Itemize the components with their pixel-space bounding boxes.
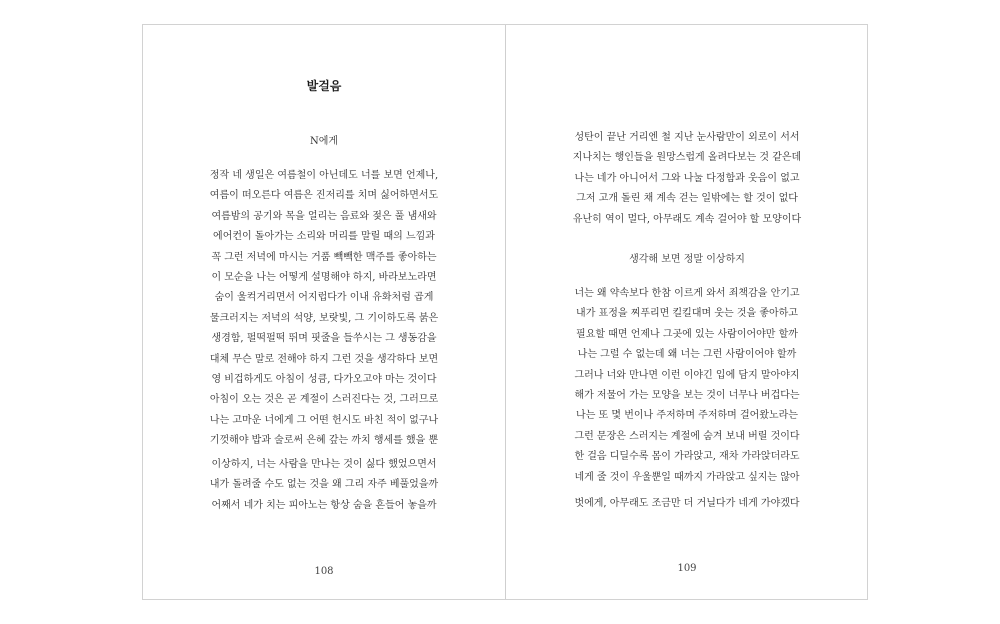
text-line: 그러나 너와 만나면 이런 이야긴 입에 담지 말아야지 — [574, 369, 800, 381]
book-spread — [142, 24, 868, 600]
page-number: 108 — [314, 566, 334, 577]
text-line: 어째서 네가 치는 피아노는 항상 숨을 흔들어 놓을까 — [211, 499, 437, 511]
text-line: 물크러지는 저녁의 석양, 보랏빛, 그 기이하도록 붉은 — [209, 312, 439, 324]
text-line: 성탄이 끝난 거리엔 철 지난 눈사람만이 외로이 서서 — [574, 132, 800, 143]
poem-title: 발걸음 — [306, 79, 342, 93]
text-line: 그저 고개 돌린 채 계속 걷는 일밖에는 할 것이 없다 — [576, 193, 798, 205]
left-page — [143, 25, 505, 599]
right-paragraph-2 — [552, 284, 822, 488]
text-line: 내가 돌려줄 수도 없는 것을 왜 그리 자주 베풀었을까 — [209, 479, 439, 491]
text-line: 그런 문장은 스러지는 계절에 숨겨 보내 버릴 것이다 — [574, 430, 800, 442]
left-paragraph-1 — [189, 166, 459, 452]
text-line: 나는 네가 아니어서 그와 나눌 다정함과 웃음이 없고 — [574, 172, 800, 184]
text-line: 영 비겁하게도 아침이 성큼, 다가오고야 마는 것이다 — [211, 374, 437, 386]
text-line: 이 모순을 나는 어떻게 설명해야 하지, 바라보노라면 — [211, 272, 437, 284]
text-line: 이상하지, 너는 사람을 만나는 것이 싫다 했었으면서 — [211, 459, 437, 470]
salutation: N에게 — [309, 136, 339, 147]
text-line: 너는 왜 약속보다 한참 이르게 와서 죄책감을 안기고 — [574, 288, 800, 299]
page-number: 109 — [677, 563, 697, 574]
text-line: 숨이 울컥거리면서 어지럽다가 이내 유화처럼 곱게 — [214, 292, 434, 304]
left-paragraph-2 — [189, 455, 459, 516]
text-line: 나는 고마운 너에게 그 어떤 헌시도 바친 적이 없구나 — [209, 414, 439, 426]
text-line: 한 걸음 디딜수록 몸이 가라앉고, 재차 가라앉더라도 — [574, 451, 800, 463]
section-subhead: 생각해 보면 정말 이상하지 — [629, 254, 745, 265]
text-line: 내가 표정을 찌푸리면 킬킬대며 웃는 것을 좋아하고 — [576, 308, 798, 320]
text-line: 생경함, 펄떡펄떡 뛰며 핏줄을 들쑤시는 그 생동감을 — [211, 333, 437, 345]
text-line: 네게 줄 것이 우울뿐일 때까지 가라앉고 싶지는 않아 — [574, 471, 800, 483]
text-line: 나는 그럴 수 없는데 왜 너는 그런 사람이어야 할까 — [577, 349, 797, 361]
text-line: 여름밤의 공기와 목을 얼리는 음료와 젖은 풀 냄새와 — [211, 210, 437, 222]
text-line: 에어컨이 돌아가는 소리와 머리를 말릴 때의 느낌과 — [213, 231, 435, 243]
text-line: 여름이 떠오른다 여름은 진저리를 치며 싫어하면서도 — [209, 190, 439, 202]
text-line: 꼭 그런 저녁에 마시는 거품 빽빽한 맥주를 좋아하는 — [211, 251, 437, 263]
text-line: 유난히 역이 멀다, 아무래도 계속 걸어야 할 모양이다 — [572, 213, 802, 225]
right-page — [506, 25, 868, 599]
text-line: 아침이 오는 것은 곧 계절이 스러진다는 것, 그러므로 — [209, 394, 439, 406]
text-line: 지나치는 행인들을 원망스럽게 올려다보는 것 같은데 — [572, 152, 802, 164]
text-line: 정작 네 생일은 여름철이 아닌데도 너를 보면 언제나, — [209, 170, 439, 181]
text-line: 해가 저물어 가는 모양을 보는 것이 너무나 버겁다는 — [574, 390, 800, 402]
right-paragraph-1 — [552, 128, 822, 230]
text-line: 필요할 때면 언제나 그곳에 있는 사람이어야만 할까 — [576, 328, 798, 340]
text-line: 대체 무슨 말로 전해야 하지 그런 것을 생각하다 보면 — [209, 353, 439, 365]
closing-line — [552, 494, 822, 514]
text-line: 나는 또 몇 번이나 주저하며 주저하며 걸어왔노라는 — [576, 410, 798, 422]
text-line: 벗에게, 아무래도 조금만 더 거닐다가 네게 가야겠다 — [574, 498, 800, 509]
text-line: 기껏해야 밥과 술로써 은혜 갚는 까치 행세를 했을 뿐 — [209, 435, 439, 447]
